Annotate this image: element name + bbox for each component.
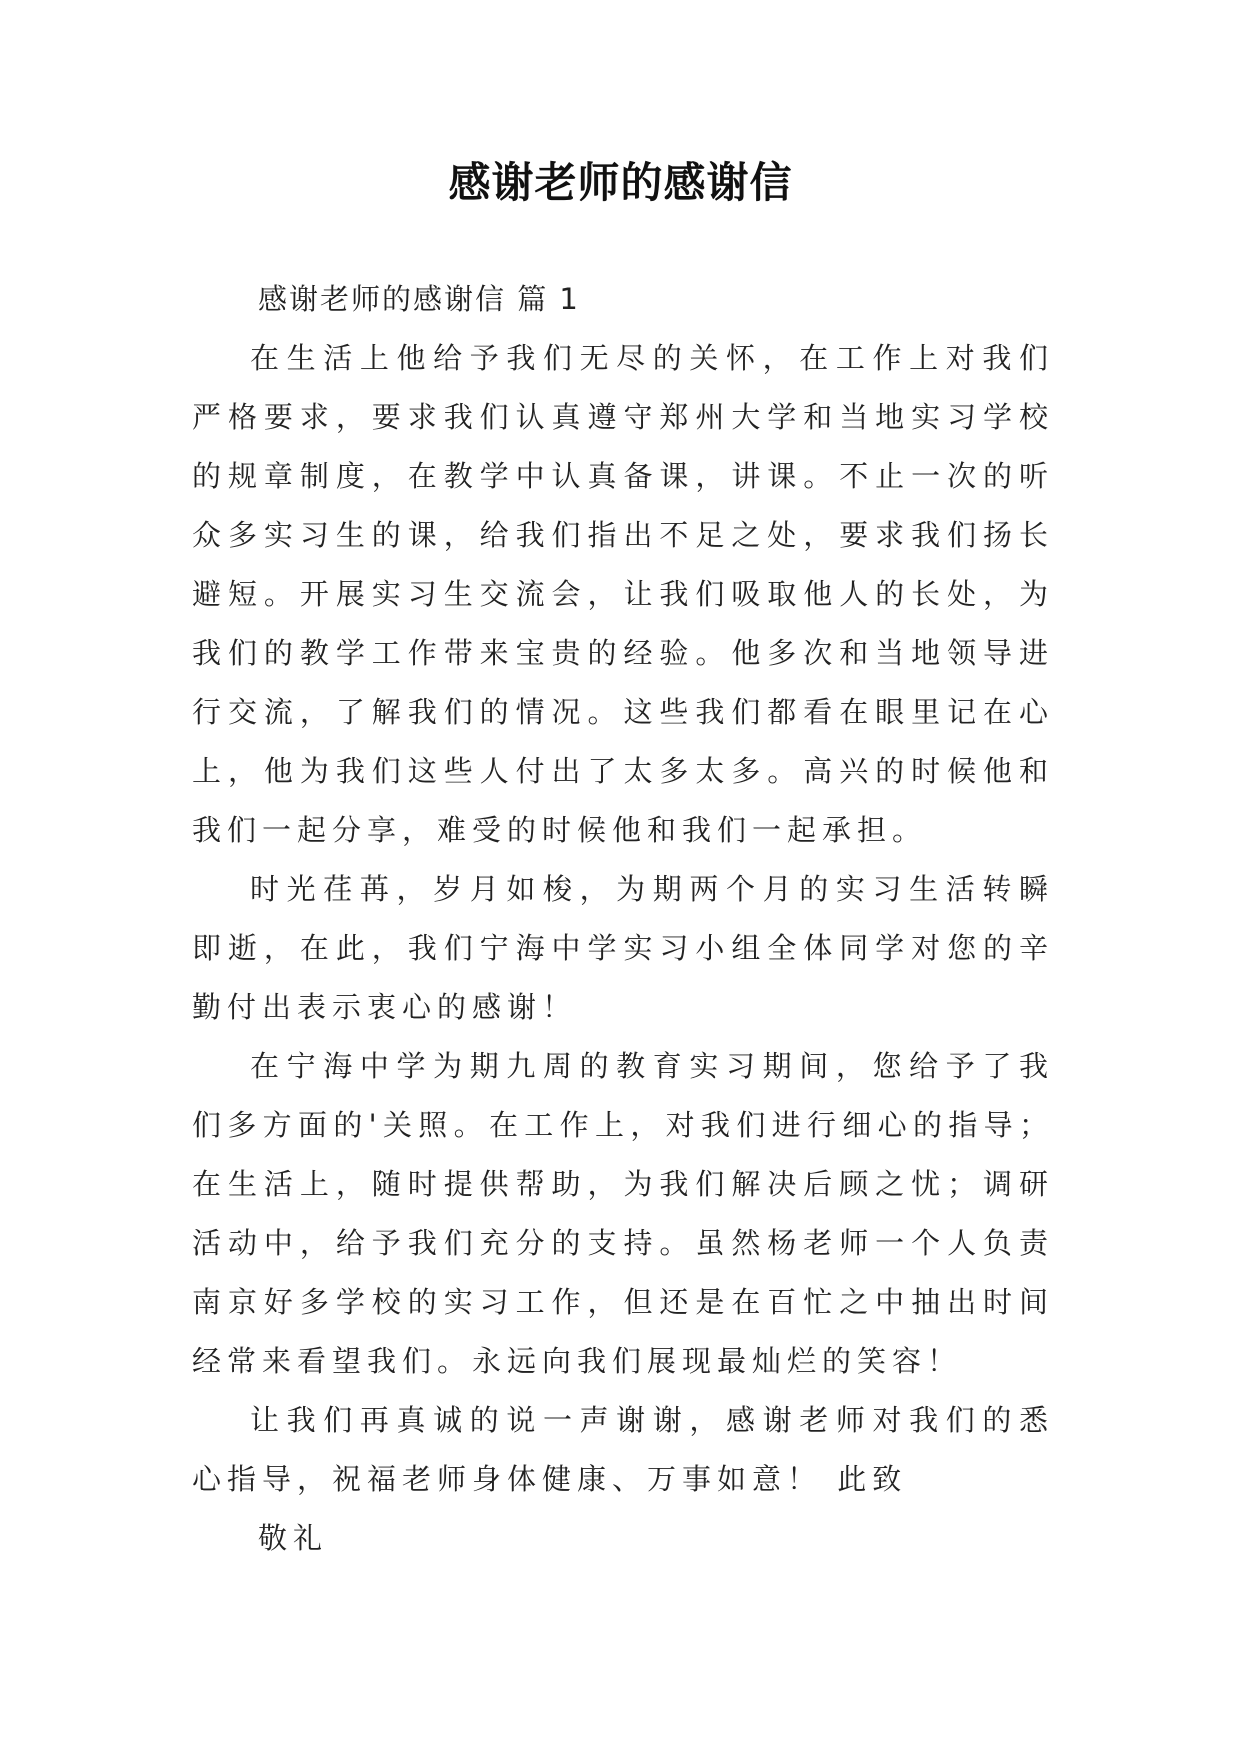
paragraph-2: 时光荏苒，岁月如梭，为期两个月的实习生活转瞬即逝，在此，我们宁海中学实习小组全体同学对您的辛勤付出表示衷心的感谢！ xyxy=(192,872,1054,1024)
document-title: 感谢老师的感谢信 xyxy=(448,158,793,207)
paragraph-1: 在生活上他给予我们无尽的关怀，在工作上对我们严格要求，要求我们认真遵守郑州大学和当地实习学校的规章制度，在教学中认真备课，讲课。不止一次的听众多实习生的课，给我们指出不足之处，要求我们扬长避短。开展实习生交流会，让我们吸取他人的长处，为我们的教学工作带来宝贵的经验。他多次和当地领导进行交流，了解我们的情况。这些我们都看在眼里记在心上，他为我们这些人付出了太多太多。高兴的时候他和我们一起分享，难受的时候他和我们一起承担。 xyxy=(192,341,1054,847)
paragraph-3: 在宁海中学为期九周的教育实习期间，您给予了我们多方面的'关照。在工作上，对我们进行细心的指导；在生活上，随时提供帮助，为我们解决后顾之忧；调研活动中，给予我们充分的支持。虽然杨老师一个人负责南京好多学校的实习工作，但还是在百忙之中抽出时间经常来看望我们。永远向我们展现最灿烂的笑容！ xyxy=(192,1049,1054,1378)
closing-salutation: 敬礼 xyxy=(258,1521,329,1555)
document-body xyxy=(192,270,1054,1568)
section-heading: 感谢老师的感谢信 篇 1 xyxy=(258,282,580,316)
paragraph-4: 让我们再真诚的说一声谢谢，感谢老师对我们的悉心指导，祝福老师身体健康、万事如意！ 此致 xyxy=(192,1403,1054,1496)
